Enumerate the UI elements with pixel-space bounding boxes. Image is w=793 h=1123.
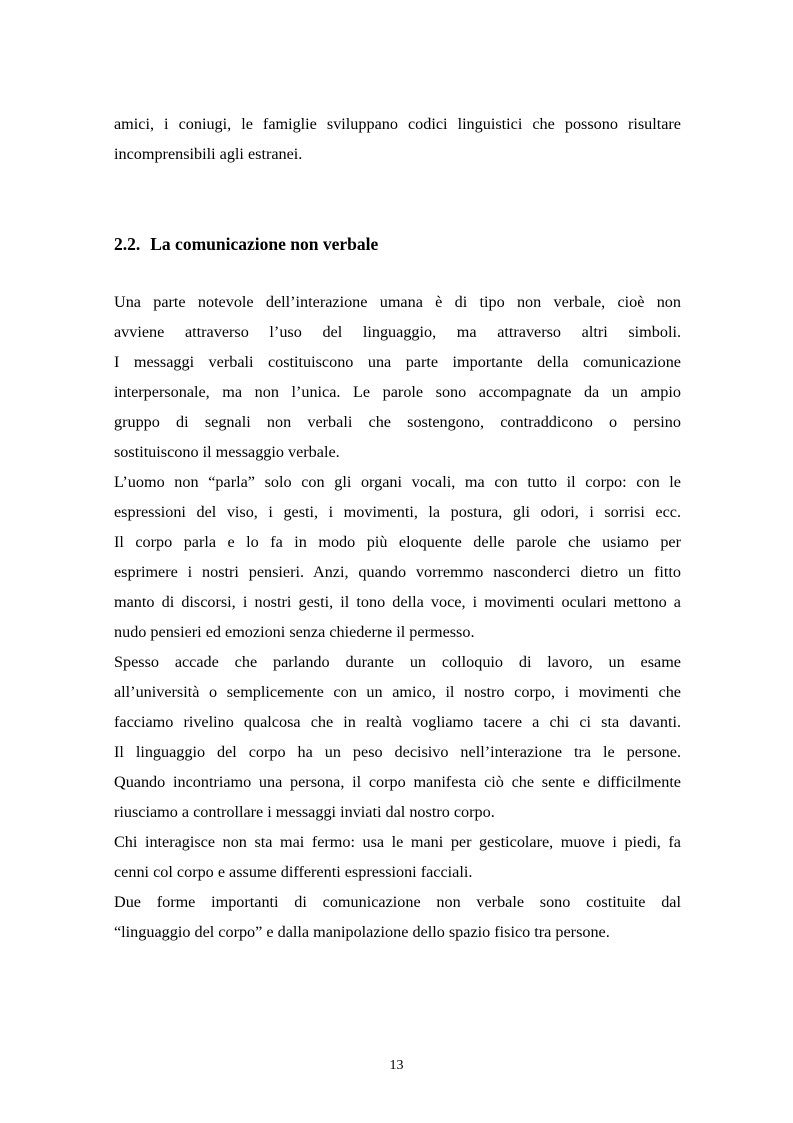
text-line: riusciamo a controllare i messaggi inviati dal nostro corpo.: [114, 803, 495, 821]
text-line: I messaggi verbali costituiscono una parte importante della comunicazione: [114, 353, 681, 371]
text-line: esprimere i nostri pensieri. Anzi, quando vorremmo nasconderci dietro un fitto: [114, 563, 681, 581]
text-line: Il corpo parla e lo fa in modo più eloquente delle parole che usiamo per: [114, 533, 681, 551]
section-body: [114, 287, 681, 947]
section-title: La comunicazione non verbale: [150, 234, 379, 254]
text-line: Quando incontriamo una persona, il corpo manifesta ciò che sente e difficilmente: [114, 773, 681, 791]
text-line: L’uomo non “parla” solo con gli organi vocali, ma con tutto il corpo: con le: [114, 473, 681, 491]
text-line: Una parte notevole dell’interazione umana è di tipo non verbale, cioè non: [114, 293, 681, 311]
section-heading: [114, 229, 378, 259]
text-line: Chi interagisce non sta mai fermo: usa le mani per gesticolare, muove i piedi, fa: [114, 833, 681, 851]
text-line: nudo pensieri ed emozioni senza chiederne il permesso.: [114, 623, 475, 641]
text-line: interpersonale, ma non l’unica. Le parole sono accompagnate da un ampio: [114, 383, 681, 401]
text-line: “linguaggio del corpo” e dalla manipolazione dello spazio fisico tra persone.: [114, 923, 610, 941]
text-line: manto di discorsi, i nostri gesti, il tono della voce, i movimenti oculari mettono a: [114, 593, 681, 611]
page-number: 13: [389, 1058, 404, 1073]
text-line: espressioni del viso, i gesti, i movimenti, la postura, gli odori, i sorrisi ecc.: [114, 503, 681, 521]
text-line: gruppo di segnali non verbali che sostengono, contraddicono o persino: [114, 413, 681, 431]
text-line: Il linguaggio del corpo ha un peso decisivo nell’interazione tra le persone.: [114, 743, 681, 761]
text-line: facciamo rivelino qualcosa che in realtà vogliamo tacere a chi ci sta davanti.: [114, 713, 681, 731]
section-number: 2.2.: [114, 234, 141, 254]
intro-paragraph: [114, 109, 681, 169]
text-line: sostituiscono il messaggio verbale.: [114, 443, 340, 461]
text-line: incomprensibili agli estranei.: [114, 145, 303, 163]
text-line: amici, i coniugi, le famiglie sviluppano codici linguistici che possono risultare: [114, 115, 681, 133]
text-line: Spesso accade che parlando durante un colloquio di lavoro, un esame: [114, 653, 681, 671]
text-line: all’università o semplicemente con un amico, il nostro corpo, i movimenti che: [114, 683, 681, 701]
text-line: avviene attraverso l’uso del linguaggio, ma attraverso altri simboli.: [114, 323, 681, 341]
text-line: Due forme importanti di comunicazione non verbale sono costituite dal: [114, 893, 681, 911]
text-line: cenni col corpo e assume differenti espressioni facciali.: [114, 863, 473, 881]
